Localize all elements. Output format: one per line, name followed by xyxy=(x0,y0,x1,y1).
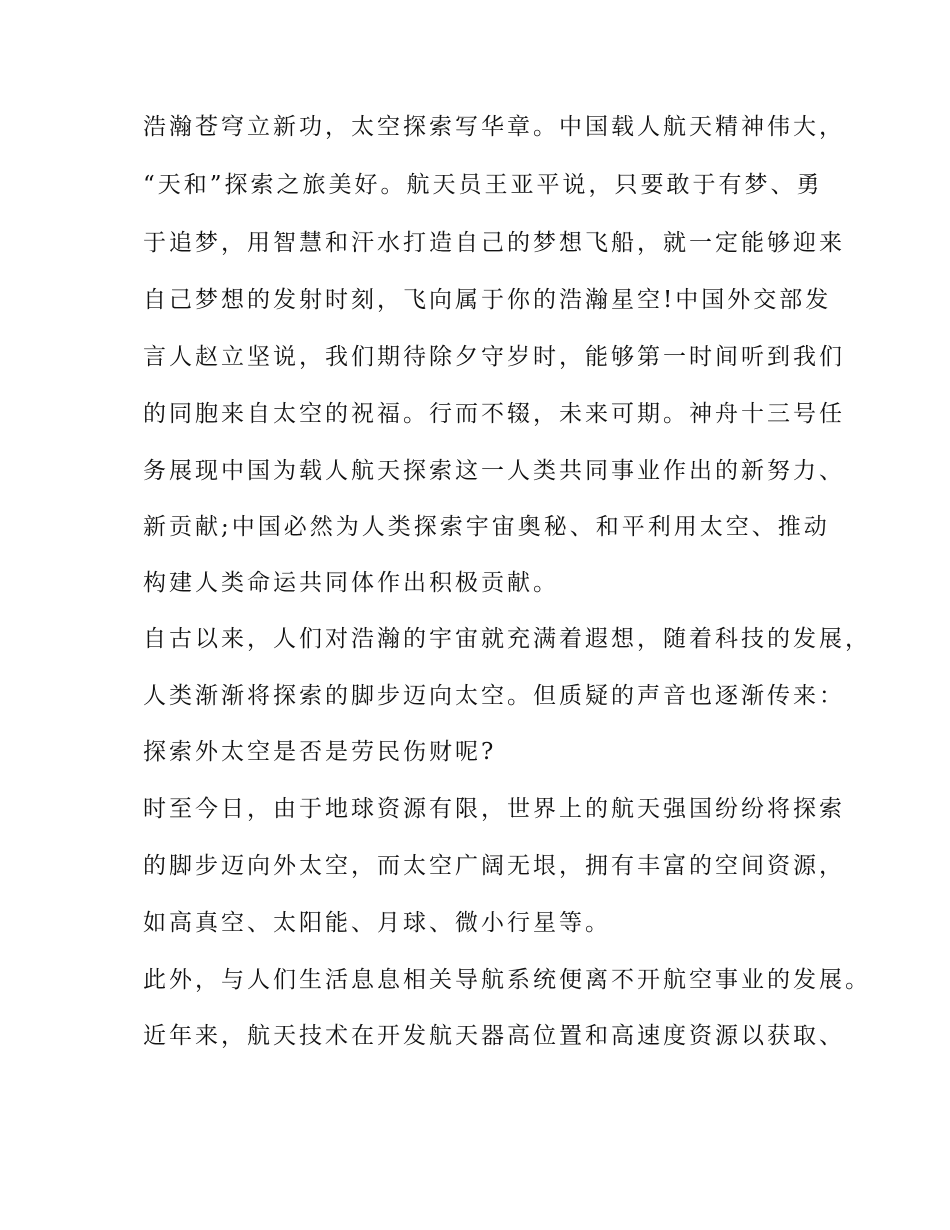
text-line-2: “天和”探索之旅美好。航天员王亚平说，只要敢于有梦、勇 xyxy=(143,172,823,198)
text-line-13: 时至今日，由于地球资源有限，世界上的航天强国纷纷将探索 xyxy=(143,796,845,822)
text-line-12: 探索外太空是否是劳民伤财呢? xyxy=(143,739,497,765)
text-line-9: 构建人类命运共同体作出积极贡献。 xyxy=(143,570,559,596)
text-line-4: 自己梦想的发射时刻，飞向属于你的浩瀚星空!中国外交部发 xyxy=(143,287,832,313)
text-line-5: 言人赵立坚说，我们期待除夕守岁时，能够第一时间听到我们 xyxy=(143,344,845,370)
text-line-16: 此外，与人们生活息息相关导航系统便离不开航空事业的发展。 xyxy=(143,967,871,993)
text-line-15: 如高真空、太阳能、月球、微小行星等。 xyxy=(143,910,611,936)
text-line-17: 近年来，航天技术在开发航天器高位置和高速度资源以获取、 xyxy=(143,1023,845,1049)
text-line-3: 于追梦，用智慧和汗水打造自己的梦想飞船，就一定能够迎来 xyxy=(143,230,845,256)
text-line-11: 人类渐渐将探索的脚步迈向太空。但质疑的声音也逐渐传来： xyxy=(143,683,845,709)
text-line-10: 自古以来，人们对浩瀚的宇宙就充满着遐想，随着科技的发展， xyxy=(143,626,871,652)
text-line-6: 的同胞来自太空的祝福。行而不辍，未来可期。神舟十三号任 xyxy=(143,401,845,427)
text-line-14: 的脚步迈向外太空，而太空广阔无垠，拥有丰富的空间资源， xyxy=(143,853,845,879)
text-line-1: 浩瀚苍穹立新功，太空探索写华章。中国载人航天精神伟大， xyxy=(143,114,845,140)
text-line-8: 新贡献;中国必然为人类探索宇宙奥秘、和平利用太空、推动 xyxy=(143,514,830,540)
text-line-7: 务展现中国为载人航天探索这一人类共同事业作出的新努力、 xyxy=(143,458,845,484)
